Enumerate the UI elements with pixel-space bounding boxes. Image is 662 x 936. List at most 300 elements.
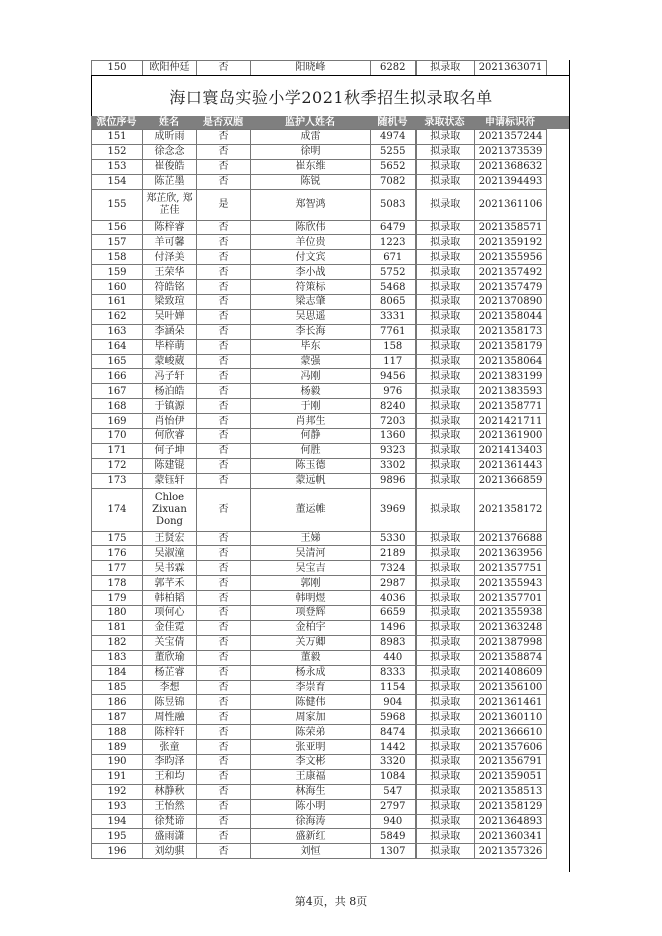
cell-random: 940 xyxy=(371,814,416,829)
cell-seq: 161 xyxy=(92,295,143,310)
table-row xyxy=(92,680,547,695)
cell-random: 8983 xyxy=(371,635,416,650)
cell-name: 关宝倩 xyxy=(143,635,197,650)
cell-twin: 否 xyxy=(197,710,251,725)
cell-twin: 否 xyxy=(197,280,251,295)
cell-name: 盛雨潇 xyxy=(143,829,197,844)
cell-status: 拟录取 xyxy=(416,531,475,546)
cell-name: 吴书霖 xyxy=(143,561,197,576)
cell-name: 付泽美 xyxy=(143,250,197,265)
table-row xyxy=(92,710,547,725)
cell-random: 6659 xyxy=(371,606,416,621)
cell-seq: 186 xyxy=(92,695,143,710)
table-row xyxy=(92,324,547,339)
cell-twin: 否 xyxy=(197,665,251,680)
cell-guardian: 冯刚 xyxy=(251,369,371,384)
cell-guardian: 李长海 xyxy=(251,324,371,339)
cell-id: 2021357244 xyxy=(475,130,547,145)
cell-twin: 否 xyxy=(197,844,251,859)
cell-status: 拟录取 xyxy=(416,591,475,606)
cell-random: 2987 xyxy=(371,576,416,591)
cell-random: 1154 xyxy=(371,680,416,695)
cell-name: Chloe Zixuan Dong xyxy=(143,488,197,531)
cell-twin: 否 xyxy=(197,473,251,488)
cell-status: 拟录取 xyxy=(416,844,475,859)
cell-twin: 否 xyxy=(197,546,251,561)
cell-status: 拟录取 xyxy=(416,546,475,561)
cell-status: 拟录取 xyxy=(416,443,475,458)
cell-seq: 196 xyxy=(92,844,143,859)
cell-twin: 否 xyxy=(197,220,251,235)
table-row xyxy=(92,754,547,769)
cell-guardian: 陈玉德 xyxy=(251,458,371,473)
cell-name: 蒙峻葳 xyxy=(143,354,197,369)
cell-seq: 189 xyxy=(92,740,143,755)
cell-name: 杨泊皓 xyxy=(143,384,197,399)
cell-id: 2021421711 xyxy=(475,414,547,429)
cell-seq: 165 xyxy=(92,354,143,369)
cell-guardian: 董运帷 xyxy=(251,488,371,531)
cell-seq: 163 xyxy=(92,324,143,339)
cell-status: 拟录取 xyxy=(416,174,475,189)
cell-name: 毕梓萌 xyxy=(143,339,197,354)
cell-seq: 155 xyxy=(92,189,143,220)
cell-name: 陈梓睿 xyxy=(143,220,197,235)
cell-seq: 194 xyxy=(92,814,143,829)
cell-random: 8240 xyxy=(371,399,416,414)
cell-name: 徐梵谛 xyxy=(143,814,197,829)
cell-seq: 164 xyxy=(92,339,143,354)
cell-name: 符皓铭 xyxy=(143,280,197,295)
cell-random: 5330 xyxy=(371,531,416,546)
cell-status: 拟录取 xyxy=(416,754,475,769)
cell-twin: 否 xyxy=(197,399,251,414)
cell-id: 2021394493 xyxy=(475,174,547,189)
cell-random: 904 xyxy=(371,695,416,710)
cell-guardian: 何静 xyxy=(251,429,371,444)
table-row xyxy=(92,309,547,324)
cell-id: 2021357701 xyxy=(475,591,547,606)
cell-guardian: 陈小明 xyxy=(251,799,371,814)
cell-guardian: 吴宝吉 xyxy=(251,561,371,576)
cell-id: 2021366610 xyxy=(475,725,547,740)
cell-status: 拟录取 xyxy=(416,769,475,784)
page-frame-right-border xyxy=(569,60,570,872)
cell-guardian: 杨永成 xyxy=(251,665,371,680)
cell-seq: 167 xyxy=(92,384,143,399)
document-title: 海口寰岛实验小学2021秋季招生拟录取名单 xyxy=(91,75,570,117)
cell-status: 拟录取 xyxy=(416,814,475,829)
cell-status: 拟录取 xyxy=(416,339,475,354)
cell-name: 蒙钰轩 xyxy=(143,473,197,488)
cell-random: 1496 xyxy=(371,620,416,635)
cell-twin: 否 xyxy=(197,61,251,76)
table-row xyxy=(92,740,547,755)
cell-id: 2021361106 xyxy=(475,189,547,220)
cell-twin: 否 xyxy=(197,159,251,174)
cell-name: 刘幼骐 xyxy=(143,844,197,859)
cell-status: 拟录取 xyxy=(416,650,475,665)
table-row xyxy=(92,235,547,250)
cell-id: 2021358874 xyxy=(475,650,547,665)
cell-random: 8065 xyxy=(371,295,416,310)
cell-twin: 否 xyxy=(197,250,251,265)
table-row xyxy=(92,220,547,235)
table-row-carry-over xyxy=(92,61,547,76)
cell-name: 何子坤 xyxy=(143,443,197,458)
cell-name: 梁致瑄 xyxy=(143,295,197,310)
cell-seq: 169 xyxy=(92,414,143,429)
page-footer: 第4页，共 8页 xyxy=(294,895,368,908)
cell-name: 陈芷墨 xyxy=(143,174,197,189)
cell-status: 拟录取 xyxy=(416,458,475,473)
cell-name: 李涵朵 xyxy=(143,324,197,339)
table-row xyxy=(92,399,547,414)
cell-guardian: 王娣 xyxy=(251,531,371,546)
cell-guardian: 董毅 xyxy=(251,650,371,665)
cell-id: 2021361900 xyxy=(475,429,547,444)
cell-status: 拟录取 xyxy=(416,384,475,399)
cell-id: 2021358571 xyxy=(475,220,547,235)
table-row xyxy=(92,635,547,650)
cell-seq: 174 xyxy=(92,488,143,531)
cell-status: 拟录取 xyxy=(416,324,475,339)
cell-twin: 否 xyxy=(197,769,251,784)
cell-status: 拟录取 xyxy=(416,635,475,650)
cell-id: 2021358179 xyxy=(475,339,547,354)
cell-random: 7761 xyxy=(371,324,416,339)
cell-twin: 否 xyxy=(197,309,251,324)
cell-twin: 否 xyxy=(197,429,251,444)
cell-twin: 否 xyxy=(197,414,251,429)
cell-guardian: 李小战 xyxy=(251,265,371,280)
cell-seq: 160 xyxy=(92,280,143,295)
cell-id: 2021360110 xyxy=(475,710,547,725)
cell-random: 1084 xyxy=(371,769,416,784)
cell-status: 拟录取 xyxy=(416,429,475,444)
cell-status: 拟录取 xyxy=(416,414,475,429)
cell-twin: 否 xyxy=(197,680,251,695)
cell-id: 2021358173 xyxy=(475,324,547,339)
cell-twin: 否 xyxy=(197,354,251,369)
cell-guardian: 李文彬 xyxy=(251,754,371,769)
cell-twin: 否 xyxy=(197,531,251,546)
table-row xyxy=(92,561,547,576)
cell-twin: 否 xyxy=(197,488,251,531)
cell-status: 拟录取 xyxy=(416,710,475,725)
cell-status: 拟录取 xyxy=(416,61,475,76)
cell-seq: 156 xyxy=(92,220,143,235)
cell-guardian: 陈锐 xyxy=(251,174,371,189)
cell-random: 5468 xyxy=(371,280,416,295)
cell-name: 羊可馨 xyxy=(143,235,197,250)
cell-id: 2021363956 xyxy=(475,546,547,561)
cell-status: 拟录取 xyxy=(416,144,475,159)
cell-random: 547 xyxy=(371,784,416,799)
table-row xyxy=(92,784,547,799)
cell-seq: 154 xyxy=(92,174,143,189)
cell-seq: 188 xyxy=(92,725,143,740)
cell-guardian: 吴思遥 xyxy=(251,309,371,324)
cell-id: 2021358044 xyxy=(475,309,547,324)
cell-seq: 195 xyxy=(92,829,143,844)
table-row xyxy=(92,384,547,399)
cell-guardian: 吴清河 xyxy=(251,546,371,561)
cell-id: 2021358513 xyxy=(475,784,547,799)
cell-guardian: 徐明 xyxy=(251,144,371,159)
cell-random: 2797 xyxy=(371,799,416,814)
cell-guardian: 盛新红 xyxy=(251,829,371,844)
cell-guardian: 韩明煜 xyxy=(251,591,371,606)
cell-status: 拟录取 xyxy=(416,665,475,680)
cell-guardian: 付文宾 xyxy=(251,250,371,265)
cell-guardian: 羊位贵 xyxy=(251,235,371,250)
cell-name: 欧阳仲廷 xyxy=(143,61,197,76)
cell-seq: 187 xyxy=(92,710,143,725)
cell-guardian: 蒙远帆 xyxy=(251,473,371,488)
cell-twin: 否 xyxy=(197,295,251,310)
table-header xyxy=(91,116,569,129)
cell-twin: 否 xyxy=(197,650,251,665)
cell-seq: 179 xyxy=(92,591,143,606)
cell-status: 拟录取 xyxy=(416,295,475,310)
cell-name: 王怡然 xyxy=(143,799,197,814)
cell-name: 韩柏韬 xyxy=(143,591,197,606)
cell-status: 拟录取 xyxy=(416,189,475,220)
table-row xyxy=(92,369,547,384)
cell-status: 拟录取 xyxy=(416,220,475,235)
header-status: 录取状态 xyxy=(424,117,465,128)
cell-id: 2021357751 xyxy=(475,561,547,576)
cell-status: 拟录取 xyxy=(416,576,475,591)
cell-twin: 否 xyxy=(197,784,251,799)
cell-twin: 否 xyxy=(197,814,251,829)
cell-random: 9323 xyxy=(371,443,416,458)
cell-status: 拟录取 xyxy=(416,488,475,531)
cell-id: 2021413403 xyxy=(475,443,547,458)
cell-id: 2021361461 xyxy=(475,695,547,710)
cell-seq: 185 xyxy=(92,680,143,695)
cell-guardian: 关万卿 xyxy=(251,635,371,650)
cell-random: 5968 xyxy=(371,710,416,725)
admission-table xyxy=(91,129,547,859)
cell-twin: 否 xyxy=(197,754,251,769)
cell-random: 7082 xyxy=(371,174,416,189)
cell-guardian: 肖邦生 xyxy=(251,414,371,429)
cell-id: 2021408609 xyxy=(475,665,547,680)
cell-random: 6479 xyxy=(371,220,416,235)
cell-random: 117 xyxy=(371,354,416,369)
cell-guardian: 郭刚 xyxy=(251,576,371,591)
table-row xyxy=(92,606,547,621)
cell-random: 5083 xyxy=(371,189,416,220)
cell-random: 3969 xyxy=(371,488,416,531)
cell-name: 李想 xyxy=(143,680,197,695)
cell-status: 拟录取 xyxy=(416,829,475,844)
cell-seq: 182 xyxy=(92,635,143,650)
cell-id: 2021363071 xyxy=(475,61,547,76)
cell-name: 徐念念 xyxy=(143,144,197,159)
table-row xyxy=(92,591,547,606)
cell-twin: 否 xyxy=(197,576,251,591)
cell-seq: 158 xyxy=(92,250,143,265)
cell-name: 冯子轩 xyxy=(143,369,197,384)
cell-guardian: 于刚 xyxy=(251,399,371,414)
cell-twin: 否 xyxy=(197,369,251,384)
cell-guardian: 蒙强 xyxy=(251,354,371,369)
cell-guardian: 郑智鸿 xyxy=(251,189,371,220)
cell-id: 2021358172 xyxy=(475,488,547,531)
cell-guardian: 阳晓峰 xyxy=(251,61,371,76)
cell-random: 8333 xyxy=(371,665,416,680)
cell-random: 3302 xyxy=(371,458,416,473)
cell-guardian: 陈荣弟 xyxy=(251,725,371,740)
cell-random: 158 xyxy=(371,339,416,354)
cell-id: 2021363248 xyxy=(475,620,547,635)
cell-twin: 否 xyxy=(197,561,251,576)
cell-random: 1223 xyxy=(371,235,416,250)
cell-seq: 192 xyxy=(92,784,143,799)
table-row xyxy=(92,814,547,829)
table-row xyxy=(92,769,547,784)
cell-status: 拟录取 xyxy=(416,725,475,740)
cell-guardian: 陈欣伟 xyxy=(251,220,371,235)
cell-id: 2021355938 xyxy=(475,606,547,621)
cell-name: 王荣华 xyxy=(143,265,197,280)
table-row xyxy=(92,354,547,369)
cell-seq: 162 xyxy=(92,309,143,324)
cell-twin: 否 xyxy=(197,384,251,399)
table-row xyxy=(92,280,547,295)
cell-status: 拟录取 xyxy=(416,235,475,250)
cell-seq: 153 xyxy=(92,159,143,174)
cell-id: 2021373539 xyxy=(475,144,547,159)
cell-random: 1360 xyxy=(371,429,416,444)
cell-twin: 否 xyxy=(197,339,251,354)
header-seq: 派位序号 xyxy=(96,117,137,128)
cell-name: 陈昱锦 xyxy=(143,695,197,710)
cell-random: 671 xyxy=(371,250,416,265)
cell-guardian: 项登辉 xyxy=(251,606,371,621)
table-row xyxy=(92,620,547,635)
cell-seq: 183 xyxy=(92,650,143,665)
cell-seq: 170 xyxy=(92,429,143,444)
cell-twin: 否 xyxy=(197,324,251,339)
table-row xyxy=(92,844,547,859)
table-row xyxy=(92,695,547,710)
cell-status: 拟录取 xyxy=(416,784,475,799)
table-row xyxy=(92,443,547,458)
table-row xyxy=(92,531,547,546)
cell-seq: 166 xyxy=(92,369,143,384)
table-row xyxy=(92,488,547,531)
cell-name: 李昀泽 xyxy=(143,754,197,769)
table-row xyxy=(92,295,547,310)
cell-seq: 171 xyxy=(92,443,143,458)
table-row xyxy=(92,159,547,174)
table-row xyxy=(92,250,547,265)
cell-twin: 否 xyxy=(197,235,251,250)
cell-name: 王贤宏 xyxy=(143,531,197,546)
cell-id: 2021355956 xyxy=(475,250,547,265)
cell-random: 8474 xyxy=(371,725,416,740)
cell-random: 5255 xyxy=(371,144,416,159)
cell-seq: 181 xyxy=(92,620,143,635)
cell-status: 拟录取 xyxy=(416,265,475,280)
cell-twin: 否 xyxy=(197,443,251,458)
cell-random: 1307 xyxy=(371,844,416,859)
cell-seq: 175 xyxy=(92,531,143,546)
cell-id: 2021356100 xyxy=(475,680,547,695)
cell-id: 2021358129 xyxy=(475,799,547,814)
cell-name: 周性融 xyxy=(143,710,197,725)
cell-twin: 否 xyxy=(197,265,251,280)
table-row xyxy=(92,576,547,591)
cell-guardian: 陈健伟 xyxy=(251,695,371,710)
cell-guardian: 符策标 xyxy=(251,280,371,295)
cell-guardian: 成雷 xyxy=(251,130,371,145)
cell-id: 2021383593 xyxy=(475,384,547,399)
cell-status: 拟录取 xyxy=(416,620,475,635)
cell-seq: 157 xyxy=(92,235,143,250)
table-row xyxy=(92,546,547,561)
header-guardian: 监护人姓名 xyxy=(285,117,335,128)
cell-name: 崔俊皓 xyxy=(143,159,197,174)
cell-status: 拟录取 xyxy=(416,369,475,384)
cell-guardian: 杨毅 xyxy=(251,384,371,399)
cell-twin: 否 xyxy=(197,635,251,650)
cell-status: 拟录取 xyxy=(416,473,475,488)
header-twin: 是否双胞 xyxy=(203,117,243,128)
cell-name: 陈梓轩 xyxy=(143,725,197,740)
header-random: 随机号 xyxy=(377,117,408,128)
cell-seq: 173 xyxy=(92,473,143,488)
cell-status: 拟录取 xyxy=(416,354,475,369)
cell-twin: 否 xyxy=(197,130,251,145)
table-row xyxy=(92,429,547,444)
cell-random: 6282 xyxy=(371,61,416,76)
table-row xyxy=(92,665,547,680)
cell-random: 440 xyxy=(371,650,416,665)
cell-name: 陈建锟 xyxy=(143,458,197,473)
cell-seq: 176 xyxy=(92,546,143,561)
table-row xyxy=(92,650,547,665)
cell-twin: 否 xyxy=(197,725,251,740)
cell-status: 拟录取 xyxy=(416,399,475,414)
cell-seq: 151 xyxy=(92,130,143,145)
table-row xyxy=(92,189,547,220)
cell-id: 2021359192 xyxy=(475,235,547,250)
cell-id: 2021370890 xyxy=(475,295,547,310)
cell-twin: 否 xyxy=(197,620,251,635)
cell-seq: 172 xyxy=(92,458,143,473)
cell-twin: 否 xyxy=(197,606,251,621)
cell-id: 2021359051 xyxy=(475,769,547,784)
cell-name: 吴淑潼 xyxy=(143,546,197,561)
cell-guardian: 金柏宇 xyxy=(251,620,371,635)
cell-random: 7203 xyxy=(371,414,416,429)
cell-status: 拟录取 xyxy=(416,309,475,324)
cell-seq: 150 xyxy=(92,61,143,76)
cell-id: 2021356791 xyxy=(475,754,547,769)
cell-random: 3331 xyxy=(371,309,416,324)
cell-seq: 191 xyxy=(92,769,143,784)
cell-status: 拟录取 xyxy=(416,740,475,755)
table-row xyxy=(92,174,547,189)
cell-name: 董欣瑜 xyxy=(143,650,197,665)
cell-id: 2021364893 xyxy=(475,814,547,829)
cell-twin: 是 xyxy=(197,189,251,220)
